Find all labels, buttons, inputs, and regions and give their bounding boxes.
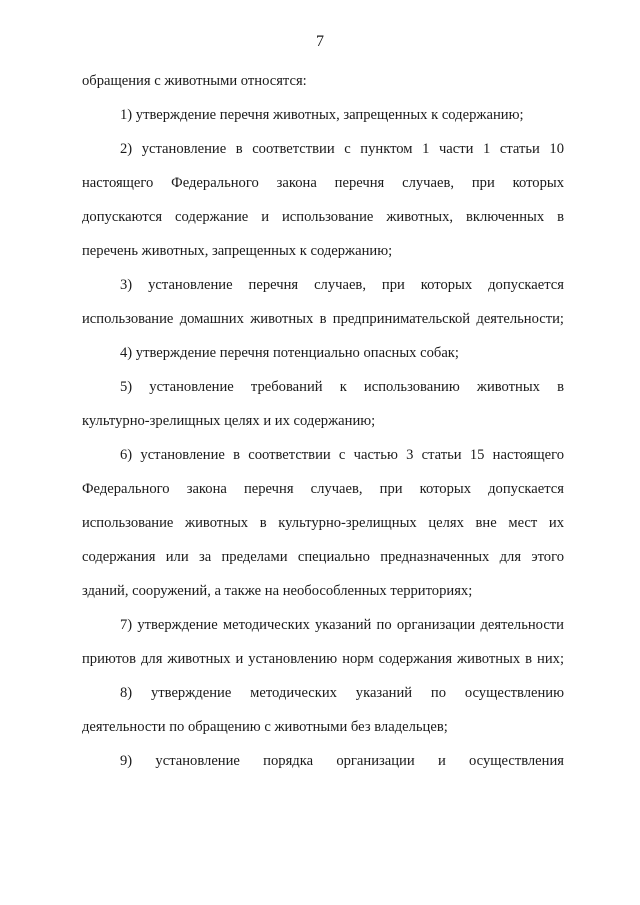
text-line: обращения с животными относятся: [82, 73, 307, 89]
text-line: использование домашних животных в предпринимательской деятельности; [82, 311, 564, 327]
text-line: 9) установление порядка организации и осуществления [120, 753, 564, 769]
text-line: 1) утверждение перечня животных, запрещенных к содержанию; [120, 107, 524, 123]
text-line: 6) установление в соответствии с частью 3 статьи 15 настоящего [120, 447, 564, 463]
text-line: 8) утверждение методических указаний по осуществлению [120, 685, 564, 701]
text-line: 4) утверждение перечня потенциально опасных собак; [120, 345, 459, 361]
text-line: допускаются содержание и использование животных, включенных в [82, 209, 564, 225]
text-line: 2) установление в соответствии с пунктом 1 части 1 статьи 10 [120, 141, 564, 157]
text-line: использование животных в культурно-зрелищных целях вне мест их [82, 515, 564, 531]
text-line: Федерального закона перечня случаев, при которых допускается [82, 481, 564, 497]
text-line: культурно-зрелищных целях и их содержанию; [82, 413, 376, 429]
text-line: 5) установление требований к использованию животных в [120, 379, 564, 395]
text-line: перечень животных, запрещенных к содержанию; [82, 243, 393, 259]
page-number: 7 [316, 33, 324, 50]
text-line: приютов для животных и установлению норм содержания животных в них; [82, 651, 564, 667]
text-line: зданий, сооружений, а также на необособленных территориях; [82, 583, 473, 599]
text-line: 7) утверждение методических указаний по организации деятельности [120, 617, 564, 633]
text-line: 3) установление перечня случаев, при которых допускается [120, 277, 564, 293]
text-line: деятельности по обращению с животными без владельцев; [82, 719, 448, 735]
text-line: настоящего Федерального закона перечня случаев, при которых [82, 175, 564, 191]
text-line: содержания или за пределами специально предназначенных для этого [82, 549, 564, 565]
document-body [82, 64, 564, 778]
